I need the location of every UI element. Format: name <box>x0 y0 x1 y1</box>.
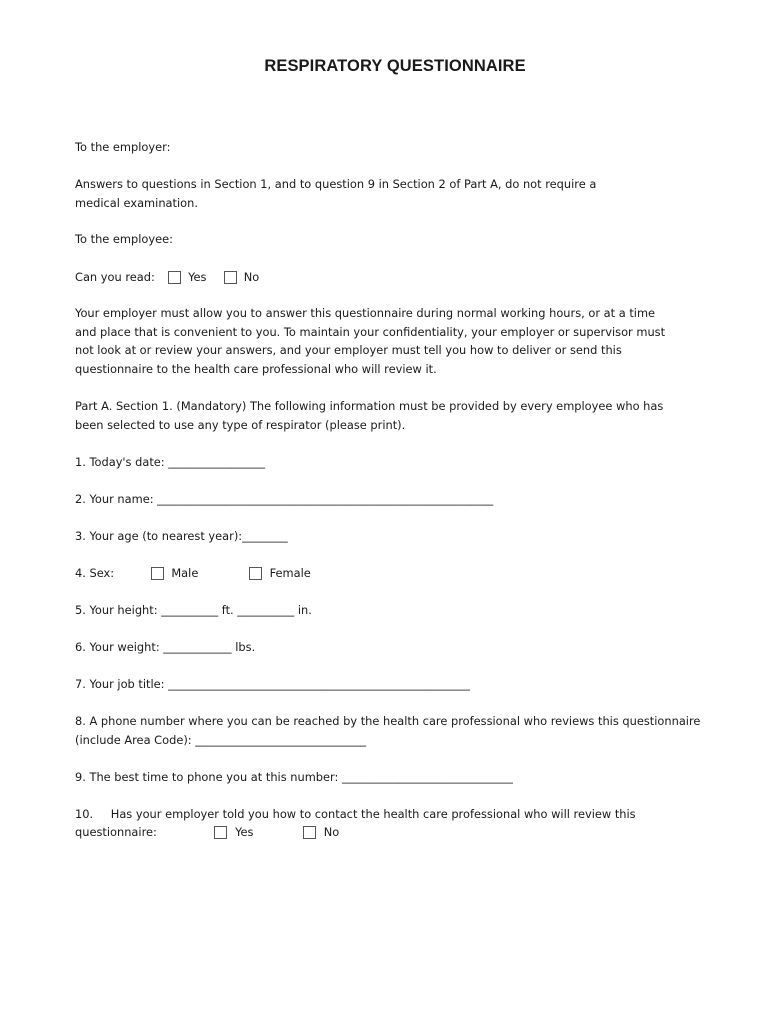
page-title: RESPIRATORY QUESTIONNAIRE <box>264 57 526 75</box>
q5-your-height[interactable]: 5. Your height: __________ ft. __________ in. <box>75 603 312 617</box>
q4-male-checkbox[interactable] <box>151 567 164 580</box>
employee-note: Your employer must allow you to answer this questionnaire during normal working hours, or at a time and place that is convenient to you. To maintain your confidentiality, your employer or supervisor must not look at or review your answers, and your employer must tell you how to deliver or send this questionnaire to the health care professional who will review it. <box>75 306 666 376</box>
q3-your-age[interactable]: 3. Your age (to nearest year):________ <box>75 529 288 543</box>
to-employee-heading: To the employee: <box>75 232 173 246</box>
can-read-yes-checkbox[interactable] <box>168 271 181 284</box>
can-read-no-label: No <box>243 270 260 284</box>
q10-yes-label: Yes <box>235 825 254 839</box>
q4-female-checkbox[interactable] <box>249 567 262 580</box>
q10-text: Has your employer told you how to contact the health care professional who will review this <box>110 807 636 821</box>
can-read-yes-label: Yes <box>188 270 207 284</box>
q4-female-label: Female <box>269 566 311 580</box>
q6-your-weight[interactable]: 6. Your weight: ____________ lbs. <box>75 640 256 654</box>
q1-todays-date[interactable]: 1. Today's date: _________________ <box>75 455 266 469</box>
q10-line1 <box>75 805 636 823</box>
part-a-intro: Part A. Section 1. (Mandatory) The following information must be provided by every employee who has been selected to use any type of respirator (please print). <box>75 399 664 432</box>
q10-yes-checkbox[interactable] <box>214 826 227 839</box>
can-read-row <box>75 268 259 286</box>
q7-job-title[interactable]: 7. Your job title: _____________________________________________________ <box>75 677 470 691</box>
employer-note: Answers to questions in Section 1, and to question 9 in Section 2 of Part A, do not require a medical examination. <box>75 177 597 210</box>
can-read-label: Can you read: <box>75 270 155 284</box>
q8-phone-line1: 8. A phone number where you can be reached by the health care professional who reviews this questionnaire <box>75 714 701 728</box>
q10-line2 <box>75 823 339 841</box>
q2-your-name[interactable]: 2. Your name: ___________________________________________________________ <box>75 492 494 506</box>
q10-no-label: No <box>323 825 340 839</box>
q10-no-checkbox[interactable] <box>303 826 316 839</box>
q10-number: 10. <box>75 807 94 821</box>
q10-text2: questionnaire: <box>75 825 157 839</box>
q8-phone-line2[interactable]: (include Area Code): ______________________________ <box>75 733 367 747</box>
q4-sex-label: 4. Sex: <box>75 566 115 580</box>
q4-sex-row <box>75 564 311 582</box>
q9-best-time[interactable]: 9. The best time to phone you at this number: ______________________________ <box>75 770 513 784</box>
to-employer-heading: To the employer: <box>75 140 171 154</box>
can-read-no-checkbox[interactable] <box>224 271 237 284</box>
q4-male-label: Male <box>171 566 199 580</box>
